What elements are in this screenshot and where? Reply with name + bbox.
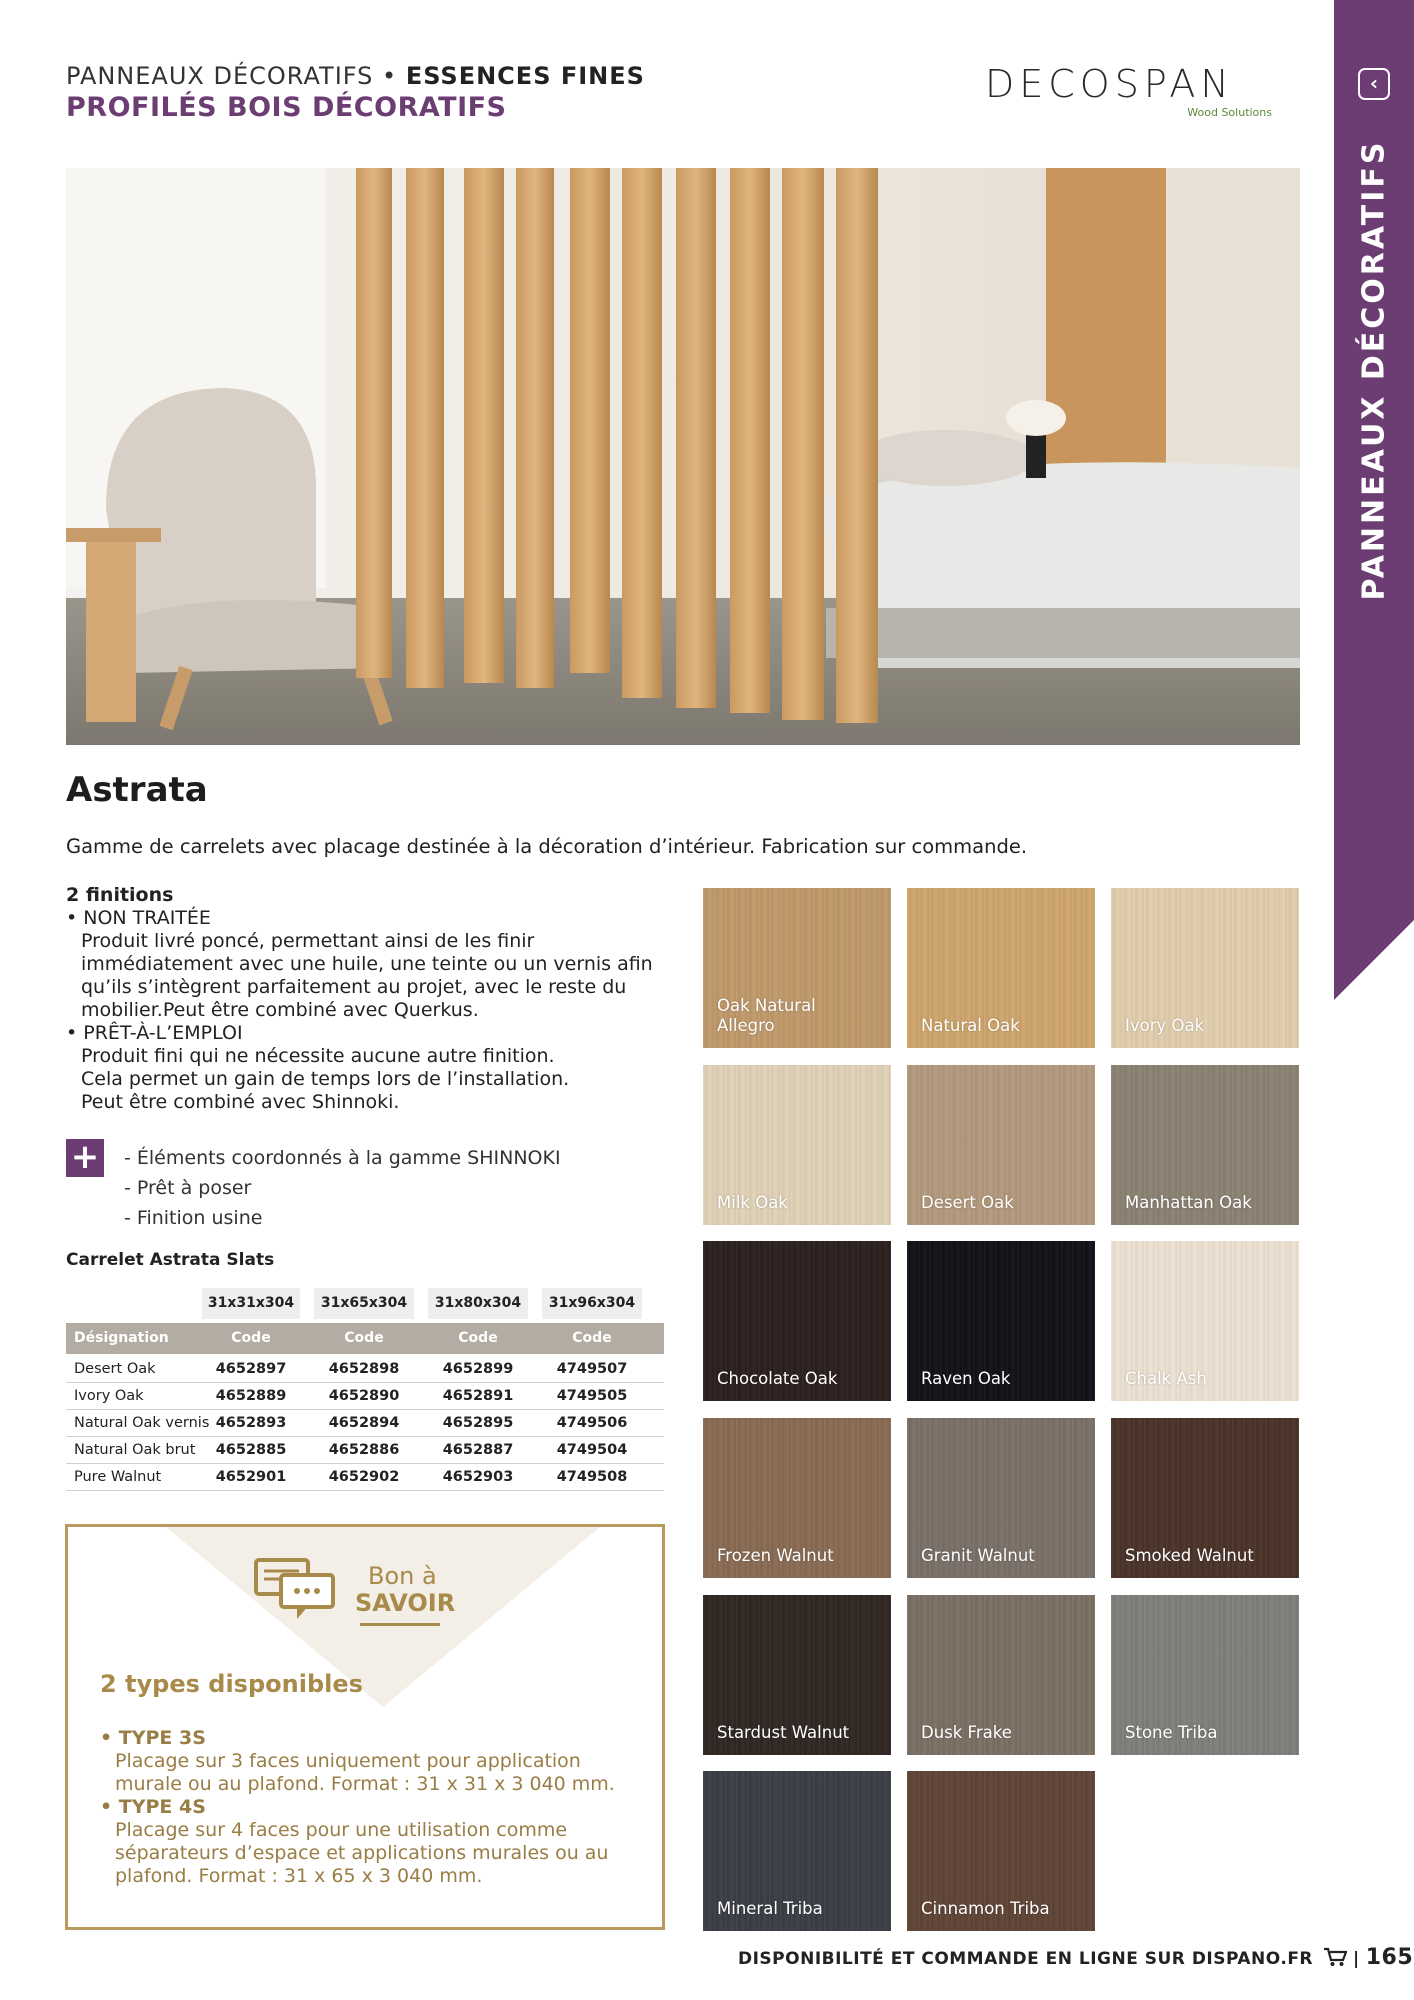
type-text: Placage sur 3 faces uniquement pour application (115, 1750, 581, 1772)
page-header (66, 62, 645, 123)
row-code: 4652902 (328, 1469, 400, 1485)
wood-swatch[interactable] (1111, 888, 1299, 1048)
row-code: 4652897 (215, 1361, 287, 1377)
finish-text: Produit livré poncé, permettant ainsi de les finir (81, 930, 535, 952)
row-code: 4652903 (442, 1469, 514, 1485)
column-header: Code (572, 1330, 612, 1346)
table-title: Carrelet Astrata Slats (66, 1250, 275, 1270)
swatch-label: Cinnamon Triba (921, 1899, 1050, 1918)
type-text: plafond. Format : 31 x 65 x 3 040 mm. (115, 1865, 483, 1887)
swatch-label: Smoked Walnut (1125, 1546, 1254, 1565)
advantage-item: - Éléments coordonnés à la gamme SHINNOKI (124, 1147, 561, 1169)
wood-swatch[interactable] (907, 1771, 1095, 1931)
page-footer (738, 1945, 1413, 1972)
table-row (66, 1383, 664, 1410)
footer-separator: | (1353, 1949, 1360, 1969)
category-breadcrumb (66, 62, 645, 90)
finish-text: qu’ils s’intègrent parfaitement au projet, avec le reste du (81, 976, 627, 998)
swatch-label: Desert Oak (921, 1193, 1014, 1212)
brand-logo (985, 62, 1280, 122)
wood-swatch[interactable] (907, 1418, 1095, 1578)
row-code: 4652894 (328, 1415, 400, 1431)
row-code: 4652898 (328, 1361, 400, 1377)
wood-swatch[interactable] (703, 1418, 891, 1578)
swatch-label: Dusk Frake (921, 1723, 1012, 1742)
wood-swatch[interactable] (1111, 1418, 1299, 1578)
wood-swatch[interactable] (907, 1241, 1095, 1401)
finish-text: Peut être combiné avec Shinnoki. (81, 1091, 400, 1113)
column-header: Code (458, 1330, 498, 1346)
finishes-section (66, 884, 666, 1114)
row-code: 4652901 (215, 1469, 287, 1485)
side-tab-label: PANNEAUX DÉCORATIFS (1356, 139, 1392, 601)
row-designation: Ivory Oak (74, 1388, 144, 1404)
advantage-item: - Prêt à poser (124, 1177, 252, 1199)
type-name: • TYPE 4S (100, 1796, 206, 1818)
swatch-label: Granit Walnut (921, 1546, 1035, 1565)
type-text: Placage sur 4 faces pour une utilisation comme (115, 1819, 568, 1841)
chat-bubbles-icon (253, 1557, 337, 1621)
table-row (66, 1437, 664, 1464)
swatch-label: Stardust Walnut (717, 1723, 850, 1742)
finish-name: • NON TRAITÉE (66, 907, 211, 929)
swatch-label: Chocolate Oak (717, 1369, 838, 1388)
row-code: 4749504 (556, 1442, 628, 1458)
product-description: Gamme de carrelets avec placage destinée à la décoration d’intérieur. Fabrication sur commande. (66, 835, 1028, 858)
cart-icon[interactable] (1323, 1947, 1347, 1972)
finish-text: Cela permet un gain de temps lors de l’installation. (81, 1068, 570, 1090)
row-code: 4652891 (442, 1388, 514, 1404)
swatch-label: Milk Oak (717, 1193, 788, 1212)
swatch-label: Stone Triba (1125, 1723, 1218, 1742)
tip-title-line2: SAVOIR (355, 1589, 456, 1617)
table-row (66, 1464, 664, 1491)
swatch-label: Raven Oak (921, 1369, 1011, 1388)
tip-heading: 2 types disponibles (100, 1670, 363, 1698)
advantages-list (124, 1143, 561, 1233)
column-header: Désignation (74, 1330, 169, 1346)
row-code: 4749506 (556, 1415, 628, 1431)
wood-swatch[interactable] (703, 1595, 891, 1755)
swatch-label: Frozen Walnut (717, 1546, 834, 1565)
table-row (66, 1410, 664, 1437)
subcategory-label: ESSENCES FINES (405, 62, 645, 90)
row-code: 4749508 (556, 1469, 628, 1485)
wood-swatch[interactable] (907, 1595, 1095, 1755)
row-code: 4749505 (556, 1388, 628, 1404)
wood-swatch[interactable] (703, 888, 891, 1048)
wood-swatch[interactable] (1111, 1065, 1299, 1225)
finish-text: mobilier.Peut être combiné avec Querkus. (81, 999, 479, 1021)
row-designation: Natural Oak brut (74, 1442, 196, 1458)
swatch-label: Mineral Triba (717, 1899, 823, 1918)
chevron-left-icon[interactable]: ‹ (1358, 68, 1390, 100)
size-header: 31x80x304 (428, 1288, 528, 1319)
row-designation: Natural Oak vernis (74, 1415, 210, 1431)
tip-title-line1: Bon à (368, 1562, 437, 1590)
finish-name: • PRÊT-À-L’EMPLOI (66, 1022, 243, 1044)
swatch-label: Ivory Oak (1125, 1016, 1205, 1035)
row-code: 4652899 (442, 1361, 514, 1377)
row-code: 4652890 (328, 1388, 400, 1404)
wood-swatch[interactable] (703, 1065, 891, 1225)
brand-tagline: Wood Solutions (1187, 106, 1272, 119)
finish-text: Produit fini qui ne nécessite aucune autre finition. (81, 1045, 555, 1067)
row-code: 4652886 (328, 1442, 400, 1458)
row-code: 4652893 (215, 1415, 287, 1431)
size-header: 31x65x304 (314, 1288, 414, 1319)
row-code: 4749507 (556, 1361, 628, 1377)
tip-box (65, 1524, 665, 1930)
finishes-heading: 2 finitions (66, 884, 174, 906)
page-number: 165 (1365, 1945, 1414, 1970)
type-text: séparateurs d’espace et applications murales ou au (115, 1842, 609, 1864)
tip-title-underline (360, 1623, 440, 1626)
section-title: PROFILÉS BOIS DÉCORATIFS (66, 92, 507, 123)
table-header (66, 1323, 664, 1354)
wood-swatch[interactable] (703, 1771, 891, 1931)
bedroom-illustration (66, 168, 1300, 745)
row-designation: Pure Walnut (74, 1469, 162, 1485)
type-text: murale ou au plafond. Format : 31 x 31 x 3 040 mm. (115, 1773, 615, 1795)
brand-name: DECOSPAN (985, 62, 1234, 106)
row-code: 4652887 (442, 1442, 514, 1458)
finish-text: immédiatement avec une huile, une teinte ou un vernis afin (81, 953, 653, 975)
row-code: 4652885 (215, 1442, 287, 1458)
column-header: Code (344, 1330, 384, 1346)
size-header: 31x31x304 (202, 1288, 300, 1319)
wood-swatch[interactable] (907, 1065, 1095, 1225)
wood-swatch[interactable] (703, 1241, 891, 1401)
row-code: 4652889 (215, 1388, 287, 1404)
wood-swatch[interactable] (1111, 1595, 1299, 1755)
wood-swatch[interactable] (1111, 1241, 1299, 1401)
advantage-item: - Finition usine (124, 1207, 263, 1229)
type-name: • TYPE 3S (100, 1727, 206, 1749)
category-label: PANNEAUX DÉCORATIFS • (66, 62, 406, 90)
footer-text: DISPONIBILITÉ ET COMMANDE EN LIGNE SUR DISPANO.FR (738, 1949, 1314, 1969)
column-header: Code (231, 1330, 271, 1346)
swatch-label: Chalk Ash (1125, 1369, 1207, 1388)
size-header: 31x96x304 (542, 1288, 642, 1319)
table-row (66, 1356, 664, 1383)
swatch-label: Manhattan Oak (1125, 1193, 1252, 1212)
plus-icon: + (66, 1139, 104, 1177)
wood-swatch[interactable] (907, 888, 1095, 1048)
product-title: Astrata (66, 770, 208, 810)
tip-body (100, 1727, 650, 1888)
row-designation: Desert Oak (74, 1361, 156, 1377)
swatch-label: Oak Natural Allegro (717, 996, 816, 1035)
hero-image (66, 168, 1300, 745)
row-code: 4652895 (442, 1415, 514, 1431)
swatch-label: Natural Oak (921, 1016, 1020, 1035)
